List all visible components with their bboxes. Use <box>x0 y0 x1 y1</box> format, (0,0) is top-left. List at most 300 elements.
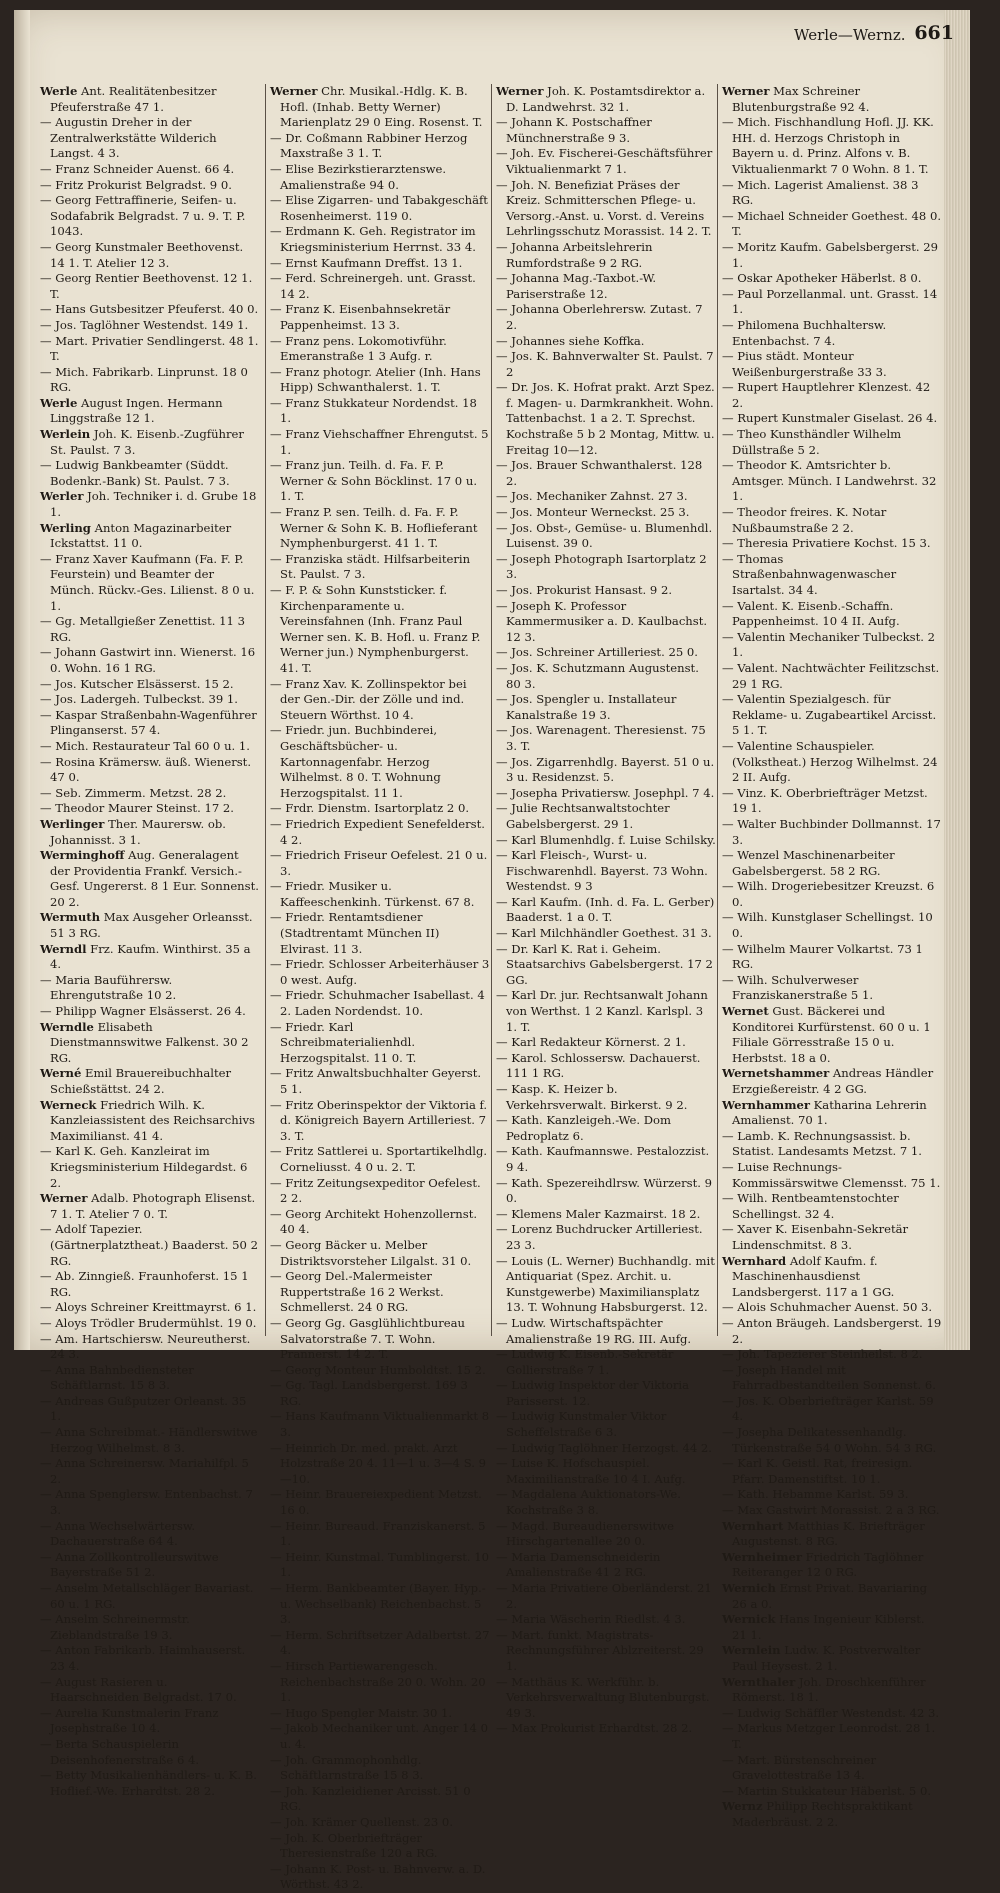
directory-entry <box>496 1113 716 1144</box>
entry-text: — Anton Bräugeh. Landsbergerst. 19 2. <box>722 1315 942 1346</box>
directory-entry <box>270 1144 490 1175</box>
entry-text: — Johann K. Post- u. Bahnverw. a. D. Wörthst. 43 2. <box>270 1861 486 1892</box>
entry-text: — Mich. Restaurateur Tal 60 0 u. 1. <box>40 738 250 753</box>
entry-surname: Werle <box>40 395 78 410</box>
entry-surname: Wernet <box>722 1004 769 1019</box>
directory-entry <box>40 162 260 178</box>
directory-entry <box>722 599 942 630</box>
directory-entry <box>722 1784 942 1800</box>
directory-entry <box>722 1503 942 1519</box>
directory-entry <box>270 256 490 272</box>
entry-text: — Hirsch Partiewarengesch. Reichenbachstraße 20 0. Wohn. 20 1. <box>270 1658 486 1705</box>
directory-entry <box>496 599 716 646</box>
entry-text: — Oskar Apotheker Häberlst. 8 0. <box>722 271 922 286</box>
entry-text: — Fritz Oberinspektor der Viktoria f. d. Königreich Bayern Artilleriest. 7 3. T. <box>270 1097 488 1143</box>
entry-text: — Hans Kaufmann Viktualienmarkt 8 3. <box>270 1409 490 1440</box>
entry-text: — Karl Milchhändler Goethest. 31 3. <box>496 926 712 941</box>
entry-text: — Kaspar Straßenbahn-Wagenführer Plinganserst. 57 4. <box>40 707 257 738</box>
entry-text: — Hans Gutsbesitzer Pfeuferst. 40 0. <box>40 302 259 317</box>
entry-text: — Karl K. Geh. Kanzleirat im Kriegsministerium Hildegardst. 6 2. <box>40 1144 248 1190</box>
directory-entry <box>496 1456 716 1487</box>
directory-entry <box>496 1628 716 1675</box>
entry-text: — Mart. Privatier Sendlingerst. 48 1. T. <box>40 333 259 364</box>
directory-entry <box>496 1378 716 1409</box>
entry-surname: Werné <box>40 1066 82 1081</box>
entry-text: — Hugo Spengler Maistr. 30 1. <box>270 1705 453 1720</box>
directory-entry <box>270 1753 490 1784</box>
directory-entry <box>40 739 260 755</box>
directory-page <box>14 10 970 1892</box>
entry-surname: Wernhard <box>722 1253 787 1268</box>
entry-text: — Jos. Mechaniker Zahnst. 27 3. <box>496 489 688 504</box>
directory-entry <box>722 209 942 240</box>
entry-text: Elisabeth Dienstmannswitwe Falkenst. 30 2 RG. <box>50 1019 249 1065</box>
directory-entry <box>40 240 260 271</box>
directory-entry <box>496 692 716 723</box>
directory-entry <box>270 131 490 162</box>
directory-entry <box>40 1316 260 1332</box>
directory-entry <box>496 178 716 240</box>
directory-entry <box>722 1316 942 1347</box>
directory-entry <box>722 1254 942 1301</box>
directory-entry <box>496 1144 716 1175</box>
entry-text: — F. P. & Sohn Kunststicker. f. Kirchenparamente u. Vereinsfahnen (Inh. Franz Paul Werner sen. K. B. Hofl. u. Franz P. Werner jun.) Nymphenburgerst. 41. T. <box>270 583 481 675</box>
entry-text: — Friedr. Karl Schreibmaterialienhdl. Herzogspitalst. 11 0. T. <box>270 1019 417 1065</box>
directory-entry <box>40 1737 260 1768</box>
entry-text: — Fritz Sattlerei u. Sportartikelhdlg. Corneliusst. 4 0 u. 2. T. <box>270 1144 488 1174</box>
entry-text: — Joh. K. Oberbriefträger Theresienstraße 120 a RG. <box>270 1830 438 1861</box>
column-4 <box>722 84 942 1829</box>
entry-text: Max Schreiner Blutenburgstraße 92 4. <box>732 84 870 114</box>
entry-text: — Joseph Handel mit Fahrradbestandteilen Sonnenst. 6. <box>722 1362 936 1393</box>
entry-text: — Maria Damenschneiderin Amalienstraße 41 2 RG. <box>496 1549 661 1580</box>
directory-entry <box>496 1612 716 1628</box>
directory-entry <box>496 848 716 895</box>
entry-text: — Herm. Bankbeamter (Bayer. Hyp.- u. Wechselbank) Reichenbachst. 5 3. <box>270 1581 486 1627</box>
entry-text: — Georg Gg. Gasglühlichtbureau Salvatorstraße 7. T. Wohn. Prannerst. 14 2. T. <box>270 1315 465 1362</box>
entry-text: — Josepha Delikatessenhandlg. Türkenstraße 54 0 Wohn. 54 3 RG. <box>722 1425 937 1455</box>
page-gutter-shadow <box>14 10 30 1350</box>
directory-entry <box>270 1378 490 1409</box>
entry-text: — Franz jun. Teilh. d. Fa. F. P. Werner & Sohn Böcklinst. 17 0 u. 1. T. <box>270 458 478 504</box>
directory-entry <box>722 910 942 941</box>
entry-text: — Jos. Monteur Werneckst. 25 3. <box>496 505 690 520</box>
directory-entry <box>270 817 490 848</box>
entry-text: — Thomas Straßenbahnwagenwascher Isartalst. 34 4. <box>722 551 897 597</box>
entry-text: — Ludwig Taglöhner Herzogst. 44 2. <box>496 1440 712 1455</box>
directory-entry <box>496 1721 716 1737</box>
directory-entry <box>496 271 716 302</box>
directory-entry <box>722 458 942 505</box>
directory-entry <box>40 973 260 1004</box>
entry-text: — Berta Schauspielerin Deisenhofenerstraße 6 4. <box>40 1736 200 1767</box>
directory-entry <box>40 1020 260 1067</box>
directory-entry <box>722 1222 942 1253</box>
entry-text: Katharina Lehrerin Amalienst. 70 1. <box>732 1097 927 1128</box>
directory-entry <box>496 1550 716 1581</box>
entry-text: — Markus Metzger Leonrodst. 28 1. T. <box>722 1721 936 1751</box>
entry-text: — Ab. Zinngieß. Fraunhoferst. 15 1 RG. <box>40 1269 249 1299</box>
directory-entry <box>40 1612 260 1643</box>
directory-entry <box>40 1425 260 1456</box>
directory-entry <box>722 1675 942 1706</box>
entry-text: — Franziska städt. Hilfsarbeiterin St. Paulst. 7 3. <box>270 551 471 582</box>
entry-text: — Elise Zigarren- und Tabakgeschäft Rosenheimerst. 119 0. <box>270 193 488 223</box>
entry-surname: Werle <box>40 84 78 98</box>
entry-text: — Lorenz Buchdrucker Artilleriest. 23 3. <box>496 1222 703 1252</box>
header-name-range: Werle—Wernz. <box>794 26 906 44</box>
entry-text: — Theodor K. Amtsrichter b. Amtsger. Münch. I Landwehrst. 32 1. <box>722 458 937 504</box>
entry-text: — Kath. Kanzleigeh.-We. Dom Pedroplatz 6. <box>496 1113 671 1143</box>
directory-entry <box>722 349 942 380</box>
entry-text: — Michael Schneider Goethest. 48 0. T. <box>722 208 942 239</box>
entry-text: — Karl Kaufm. (Inh. d. Fa. L. Gerber) Baaderst. 1 a 0. T. <box>496 894 715 925</box>
column-2 <box>270 84 490 1892</box>
entry-surname: Werner <box>270 84 318 98</box>
directory-entry <box>496 1581 716 1612</box>
directory-entry <box>40 521 260 552</box>
entry-text: — Wilh. Kunstglaser Schellingst. 10 0. <box>722 910 933 941</box>
directory-entry <box>40 677 260 693</box>
directory-entry <box>722 1066 942 1097</box>
directory-entry <box>496 645 716 661</box>
entry-surname: Wernhart <box>722 1518 784 1533</box>
entry-text: Joh. K. Postamtsdirektor a. D. Landwehrst. 32 1. <box>506 84 706 114</box>
directory-entry <box>40 817 260 848</box>
entry-text: — Kath. Spezereihdlrsw. Würzerst. 9 0. <box>496 1175 712 1206</box>
entry-text: — Seb. Zimmerm. Metzst. 28 2. <box>40 785 227 800</box>
entry-text: — Franz Xaver Kaufmann (Fa. F. P. Feurstein) und Beamter der Münch. Rückv.-Ges. Lilienst. 8 0 u. 1. <box>40 551 255 613</box>
directory-entry <box>270 334 490 365</box>
entry-surname: Werner <box>496 84 544 98</box>
directory-entry <box>496 1347 716 1378</box>
entry-text: — Magdalena Auktionators-We. Kochstraße 3 8. <box>496 1487 681 1518</box>
entry-text: — Jos. Prokurist Hansast. 9 2. <box>496 583 673 597</box>
directory-entry <box>722 1581 942 1612</box>
entry-text: — Joh. Grammophonhdlg. Schäftlarnstraße 15 8 3. <box>270 1752 424 1783</box>
directory-entry <box>40 1394 260 1425</box>
directory-entry <box>40 1098 260 1145</box>
directory-entry <box>496 723 716 754</box>
entry-text: — Joseph K. Professor Kammermusiker a. D. Kaulbachst. 12 3. <box>496 598 708 644</box>
entry-text: — Lamb. K. Rechnungsassist. b. Statist. Landesamts Metzst. 7 1. <box>722 1128 922 1159</box>
entry-surname: Werling <box>40 520 91 535</box>
entry-surname: Werlein <box>40 427 91 442</box>
entry-surname: Wernz <box>722 1799 763 1814</box>
directory-entry <box>270 1706 490 1722</box>
entry-text: Gust. Bäckerei und Konditorei Kurfürstenst. 60 0 u. 1 Filiale Görresstraße 15 0 u. Herbstst. 18 a 0. <box>732 1004 931 1065</box>
column-1 <box>40 84 260 1798</box>
entry-surname: Wernetshammer <box>722 1066 830 1081</box>
directory-entry <box>270 583 490 677</box>
directory-entry <box>496 786 716 802</box>
directory-entry <box>40 1581 260 1612</box>
directory-entry <box>496 926 716 942</box>
entry-text: — Gg. Metallgießer Zenettist. 11 3 RG. <box>40 614 245 644</box>
entry-text: — Jos. Obst-, Gemüse- u. Blumenhdl. Luisenst. 39 0. <box>496 520 713 551</box>
entry-text: — Moritz Kaufm. Gabelsbergerst. 29 1. <box>722 239 939 270</box>
entry-text: — Fritz Anwaltsbuchhalter Geyerst. 5 1. <box>270 1066 482 1096</box>
entry-text: — Kath. Kaufmannswe. Pestalozzist. 9 4. <box>496 1144 710 1174</box>
entry-text: — Andreas Gußputzer Orleanst. 35 1. <box>40 1393 247 1424</box>
directory-entry <box>722 786 942 817</box>
directory-entry <box>722 692 942 739</box>
entry-text: — Friedrich Friseur Oefelest. 21 0 u. 3. <box>270 848 488 878</box>
directory-entry <box>40 786 260 802</box>
directory-entry <box>722 1300 942 1316</box>
entry-text: — Anna Zollkontrolleurswitwe Bayerstraße 51 2. <box>40 1549 219 1580</box>
directory-entry <box>722 1191 942 1222</box>
directory-entry <box>270 1862 490 1893</box>
entry-text: — Rupert Kunstmaler Giselast. 26 4. <box>722 411 938 426</box>
directory-entry <box>40 1519 260 1550</box>
entry-text: — Luise K. Hofschauspiel. Maximilianstraße 10 4 I. Aufg. <box>496 1456 686 1486</box>
directory-entry <box>722 1363 942 1394</box>
entry-text: — Heinr. Brauereiexpedient Metzst. 16 0. <box>270 1487 482 1518</box>
entry-text: — Ludw. Wirtschaftspächter Amalienstraße 19 RG. III. Aufg. <box>496 1315 692 1346</box>
entry-text: — Friedr. jun. Buchbinderei, Geschäftsbücher- u. Kartonnagenfabr. Herzog Wilhelmst. 8 0. T. Wohnung Herzogspitalst. 11 1. <box>270 723 441 800</box>
directory-entry <box>270 271 490 302</box>
entry-text: — Theo Kunsthändler Wilhelm Düllstraße 5 2. <box>722 427 902 457</box>
entry-text: — Georg Rentier Beethovenst. 12 1. T. <box>40 271 253 301</box>
entry-text: Matthias K. Briefträger Augustenst. 8 RG. <box>732 1518 925 1549</box>
entry-text: Adalb. Photograph Elisenst. 7 1. T. Atelier 7 0. T. <box>50 1191 256 1221</box>
directory-entry <box>270 1020 490 1067</box>
entry-text: — Mart. Bürstenschreiner Gravelottestraße 13 4. <box>722 1752 876 1783</box>
entry-text: — Erdmann K. Geh. Registrator im Kriegsministerium Herrnst. 33 4. <box>270 224 476 254</box>
entry-text: — Jos. K. Bahnverwalter St. Paulst. 7 2 <box>496 349 714 379</box>
entry-text: — Walter Buchbinder Dollmannst. 17 3. <box>722 816 941 847</box>
directory-entry <box>40 692 260 708</box>
directory-entry <box>40 1675 260 1706</box>
entry-surname: Wernlein <box>722 1643 781 1658</box>
entry-text: — Wenzel Maschinenarbeiter Gabelsbergerst. 58 2 RG. <box>722 848 895 878</box>
directory-entry <box>496 755 716 786</box>
entry-text: — Fritz Zeitungsexpeditor Oefelest. 2 2. <box>270 1175 481 1206</box>
directory-entry <box>40 1191 260 1222</box>
directory-entry <box>722 1394 942 1425</box>
entry-text: Max Ausgeher Orleansst. 51 3 RG. <box>50 910 253 941</box>
entry-text: — Anna Schreibmat.- Händlerswitwe Herzog Wilhelmst. 8 3. <box>40 1425 258 1455</box>
directory-entry <box>270 505 490 552</box>
directory-entry <box>40 1768 260 1799</box>
directory-entry <box>722 1347 942 1363</box>
directory-entry <box>40 427 260 458</box>
entry-surname: Werner <box>722 84 770 98</box>
entry-text: — Georg Kunstmaler Beethovenst. 14 1. T. Atelier 12 3. <box>40 239 244 270</box>
directory-entry <box>722 1456 942 1487</box>
directory-entry <box>496 349 716 380</box>
directory-entry <box>270 1098 490 1145</box>
column-3 <box>496 84 716 1736</box>
directory-entry <box>496 1519 716 1550</box>
entry-text: — Ludwig Inspektor der Viktoria Parisserst. 12. <box>496 1378 689 1408</box>
entry-text: — Jos. Brauer Schwanthalerst. 128 2. <box>496 458 703 488</box>
entry-surname: Werneck <box>40 1097 97 1112</box>
directory-entry <box>496 334 716 350</box>
directory-entry <box>722 1612 942 1643</box>
entry-text: — Wilhelm Maurer Volkartst. 73 1 RG. <box>722 941 923 972</box>
directory-entry <box>270 1066 490 1097</box>
directory-entry <box>722 1519 942 1550</box>
directory-entry <box>40 302 260 318</box>
entry-text: — Herm. Schriftsetzer Adalbertst. 27 4. <box>270 1627 490 1658</box>
directory-entry <box>722 84 942 115</box>
entry-text: — Ludwig K. Eisenb.-Sekretär Gollierstraße 7 1. <box>496 1347 674 1377</box>
directory-entry <box>40 84 260 115</box>
entry-text: — Max Prokurist Erhardtst. 28 2. <box>496 1721 693 1736</box>
directory-entry <box>270 1487 490 1518</box>
directory-entry <box>40 801 260 817</box>
entry-text: — Kasp. K. Heizer b. Verkehrsverwalt. Birkerst. 9 2. <box>496 1082 688 1112</box>
entry-text: — Alois Schuhmacher Auenst. 50 3. <box>722 1300 933 1315</box>
entry-text: — Ferd. Schreinergeh. unt. Grasst. 14 2. <box>270 271 476 301</box>
directory-entry <box>496 1675 716 1722</box>
directory-entry <box>496 380 716 458</box>
directory-entry <box>722 1098 942 1129</box>
directory-entry <box>496 146 716 177</box>
directory-entry <box>40 365 260 396</box>
entry-text: — Elise Bezirkstierarztenswe. Amalienstraße 94 0. <box>270 161 447 192</box>
page-number: 661 <box>914 22 954 44</box>
entry-text: — Jos. Warenagent. Theresienst. 75 3. T. <box>496 723 706 753</box>
entry-text: — Franz photogr. Atelier (Inh. Hans Hipp) Schwanthalerst. 1. T. <box>270 364 481 395</box>
directory-entry <box>496 1316 716 1347</box>
directory-entry <box>496 1222 716 1253</box>
directory-entry <box>270 1581 490 1628</box>
entry-text: — Aurelia Kunstmalerin Franz Josephstraße 10 4. <box>40 1705 219 1736</box>
directory-entry <box>40 1222 260 1269</box>
directory-entry <box>722 848 942 879</box>
entry-text: Friedrich Wilh. K. Kanzleiassistent des Reichsarchivs Maximilianst. 41 4. <box>50 1097 255 1143</box>
entry-text: — Joh. Tapezierer Steinheilst. 8 2. <box>722 1347 923 1362</box>
entry-text: — Am. Hartschiersw. Neureutherst. 24 3. <box>40 1331 251 1362</box>
directory-entry <box>722 1425 942 1456</box>
entry-text: — Wilh. Schulverweser Franziskanerstraße 5 1. <box>722 972 874 1003</box>
entry-text: — Joh. N. Benefiziat Präses der Kreiz. Schmitterschen Pflege- u. Versorg.-Anst. u. Vorst. d. Vereins Lehrlingsschutz Morassist. 14 2. T. <box>496 177 712 239</box>
entry-text: — Johann K. Postschaffner Münchnerstraße 9 3. <box>496 115 652 145</box>
directory-entry <box>270 1176 490 1207</box>
entry-text: — Adolf Tapezier. (Gärtnerplatztheat.) Baaderst. 50 2 RG. <box>40 1222 258 1268</box>
directory-entry <box>40 318 260 334</box>
entry-text: — Jos. Schreiner Artilleriest. 25 0. <box>496 645 698 660</box>
column-divider <box>491 84 492 1336</box>
entry-surname: Wermuth <box>40 910 101 925</box>
entry-text: — Maria Bauführersw. Ehrengutstraße 10 2. <box>40 972 177 1003</box>
entry-text: — Karol. Schlossersw. Dachauerst. 111 1 RG. <box>496 1050 701 1081</box>
entry-text: — Jakob Mechaniker unt. Anger 14 0 u. 4. <box>270 1721 488 1751</box>
directory-entry <box>722 178 942 209</box>
directory-entry <box>270 1238 490 1269</box>
entry-text: Chr. Musikal.-Hdlg. K. B. Hofl. (Inhab. Betty Werner) Marienplatz 29 0 Eing. Rosenst. T. <box>280 84 483 130</box>
entry-text: — Wilh. Rentbeamtenstochter Schellingst. 32 4. <box>722 1191 899 1221</box>
entry-text: — Theodor freires. K. Notar Nußbaumstraße 2 2. <box>722 505 887 535</box>
directory-entry <box>270 1784 490 1815</box>
entry-text: — Joh. Kanzleidiener Arcisst. 51 0 RG. <box>270 1783 471 1814</box>
directory-entry <box>270 552 490 583</box>
entry-text: — Dr. Jos. K. Hofrat prakt. Arzt Spez. f. Magen- u. Darmkrankheit. Wohn. Tattenbachst. 1 a 2. T. Sprechst. Kochstraße 5 b 2 Montag, Mittw. u. Freitag 10—12. <box>496 380 715 457</box>
directory-entry <box>496 505 716 521</box>
directory-entry <box>270 1269 490 1316</box>
entry-surname: Wernick <box>722 1612 776 1627</box>
entry-text: — Karl K. Geistl. Rat, freiresign. Pfarr. Damenstiftst. 10 1. <box>722 1456 913 1486</box>
directory-entry <box>722 115 942 177</box>
entry-text: — Julie Rechtsanwaltstochter Gabelsbergerst. 29 1. <box>496 801 670 831</box>
directory-entry <box>496 84 716 115</box>
entry-text: — Jos. K. Schutzmann Augustenst. 80 3. <box>496 660 699 691</box>
entry-text: — Rupert Hauptlehrer Klenzest. 42 2. <box>722 380 931 410</box>
directory-entry <box>496 801 716 832</box>
entry-text: — Anselm Schreinermstr. Zieblandstraße 19 3. <box>40 1612 190 1642</box>
entry-text: Ant. Realitätenbesitzer Pfeuferstraße 47 1. <box>50 84 217 114</box>
directory-entry <box>270 957 490 988</box>
directory-entry <box>40 942 260 973</box>
entry-text: — Matthäus K. Werkführ. b. Verkehrsverwaltung Blutenburgst. 49 3. <box>496 1674 710 1720</box>
entry-text: — Jos. K. Oberbriefträger Karlst. 59 4. <box>722 1393 934 1424</box>
entry-text: — Betty Musikalienhändlers- u. K. B. Hoflief.-We. Erhardtst. 28 2. <box>40 1768 257 1798</box>
entry-text: — Heinr. Kunstmal. Tumblingerst. 10 1. <box>270 1549 490 1580</box>
directory-entry <box>496 302 716 333</box>
directory-entry <box>722 817 942 848</box>
entry-text: — Friedr. Schuhmacher Isabellast. 4 2. Laden Nordendst. 10. <box>270 988 485 1019</box>
directory-entry <box>270 1316 490 1363</box>
directory-entry <box>722 1129 942 1160</box>
entry-text: — Johanna Mag.-Taxbot.-W. Pariserstraße 12. <box>496 271 657 301</box>
directory-entry <box>722 973 942 1004</box>
entry-surname: Werler <box>40 489 84 504</box>
directory-entry <box>40 1643 260 1674</box>
entry-text: — Josepha Privatiersw. Josephpl. 7 4. <box>496 785 715 800</box>
directory-entry <box>270 302 490 333</box>
entry-text: — Karl Dr. jur. Rechtsanwalt Johann von Werthst. 1 2 Kanzl. Karlspl. 3 1. T. <box>496 988 708 1034</box>
directory-entry <box>270 910 490 957</box>
directory-entry <box>270 365 490 396</box>
entry-text: — Xaver K. Eisenbahn-Sekretär Lindenschmitst. 8 3. <box>722 1222 909 1252</box>
directory-entry <box>722 1643 942 1674</box>
entry-text: — Anna Schreinersw. Mariahilfpl. 5 2. <box>40 1456 249 1486</box>
entry-text: — Ludwig Bankbeamter (Süddt. Bodenkr.-Bank) St. Paulst. 7 3. <box>40 458 230 488</box>
directory-entry <box>496 552 716 583</box>
directory-entry <box>270 1441 490 1488</box>
directory-entry <box>40 1363 260 1394</box>
entry-text: — Heinrich Dr. med. prakt. Arzt Holzstraße 20 4. 11—1 u. 3—4 S. 9—10. <box>270 1440 486 1486</box>
directory-entry <box>270 879 490 910</box>
entry-text: — Pius städt. Monteur Weißenburgerstraße 33 3. <box>722 349 887 379</box>
entry-text: — Theodor Maurer Steinst. 17 2. <box>40 801 234 816</box>
entry-text: — Valentin Spezialgesch. für Reklame- u. Zugabeartikel Arcisst. 5 1. T. <box>722 692 937 738</box>
directory-entry <box>40 755 260 786</box>
entry-text: — Franz Schneider Auenst. 66 4. <box>40 161 235 176</box>
directory-entry <box>722 942 942 973</box>
directory-entry <box>40 1706 260 1737</box>
entry-text: — Franz P. sen. Teilh. d. Fa. F. P. Werner & Sohn K. B. Hoflieferant Nymphenburgerst. 41 1. T. <box>270 505 478 551</box>
directory-entry <box>496 489 716 505</box>
entry-text: — Franz K. Eisenbahnsekretär Pappenheimst. 13 3. <box>270 302 451 332</box>
directory-entry <box>722 380 942 411</box>
directory-entry <box>40 1066 260 1097</box>
directory-entry <box>40 848 260 910</box>
directory-entry <box>722 536 942 552</box>
directory-entry <box>270 801 490 817</box>
entry-text: — Joh. Krämer Quellenst. 23 0. <box>270 1814 453 1829</box>
entry-text: — Franz pens. Lokomotivführ. Emeranstraße 1 3 Aufg. r. <box>270 333 447 364</box>
directory-entry <box>722 1004 942 1066</box>
entry-text: — Philomena Buchhaltersw. Entenbachst. 7 4. <box>722 317 887 348</box>
entry-text: — Johann Gastwirt inn. Wienerst. 16 0. Wohn. 16 1 RG. <box>40 645 256 675</box>
entry-text: — Vinz. K. Oberbriefträger Metzst. 19 1. <box>722 785 928 816</box>
directory-entry <box>40 334 260 365</box>
entry-text: Adolf Kaufm. f. Maschinenhausdienst Landsbergerst. 117 a 1 GG. <box>732 1253 895 1299</box>
